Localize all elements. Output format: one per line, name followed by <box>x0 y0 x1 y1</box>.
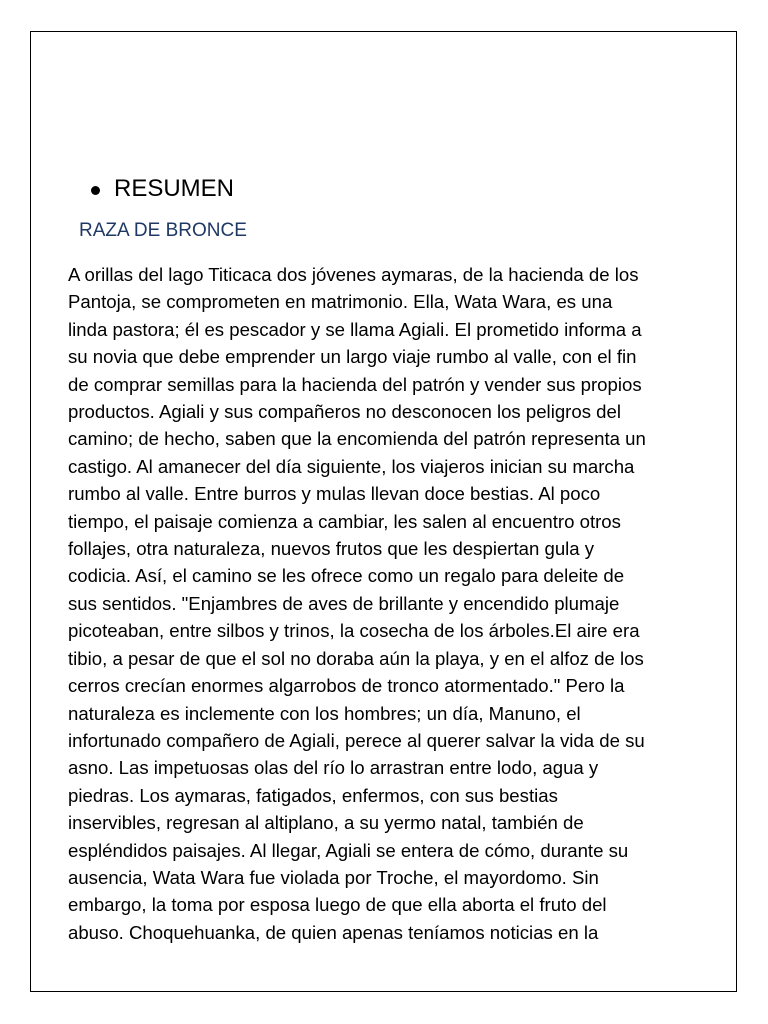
text-line: inservibles, regresan al altiplano, a su yermo natal, también de <box>68 812 584 834</box>
text-line: ausencia, Wata Wara fue violada por Troche, el mayordomo. Sin <box>68 866 599 888</box>
bullet-list-item <box>91 172 234 206</box>
document-subtitle: RAZA DE BRONCE <box>79 220 247 241</box>
section-heading: RESUMEN <box>114 175 235 202</box>
text-line: cerros crecían enormes algarrobos de tronco atormentado." Pero la <box>68 675 625 697</box>
text-line: infortunado compañero de Agiali, perece al querer salvar la vida de su <box>68 729 645 751</box>
text-line: asno. Las impetuosas olas del río lo arrastran entre lodo, agua y <box>68 757 599 779</box>
text-line: piedras. Los aymaras, fatigados, enfermos, con sus bestias <box>68 784 558 806</box>
text-line: A orillas del lago Titicaca dos jóvenes aymaras, de la hacienda de los <box>68 264 639 285</box>
text-line: tiempo, el paisaje comienza a cambiar, les salen al encuentro otros <box>68 510 621 532</box>
text-line: linda pastora; él es pescador y se llama Agiali. El prometido informa a <box>68 318 642 340</box>
text-line: abuso. Choquehuanka, de quien apenas teníamos noticias en la <box>68 921 599 943</box>
text-line: productos. Agiali y sus compañeros no desconocen los peligros del <box>68 401 621 423</box>
text-line: rumbo al valle. Entre burros y mulas llevan doce bestias. Al poco <box>68 483 601 505</box>
text-line: embargo, la toma por esposa luego de que ella aborta el fruto del <box>68 894 607 916</box>
text-line: su novia que debe emprender un largo viaje rumbo al valle, con el fin <box>68 346 637 368</box>
text-line: de comprar semillas para la hacienda del patrón y vender sus propios <box>68 373 642 395</box>
text-line: naturaleza es inclemente con los hombres; un día, Manuno, el <box>68 702 581 724</box>
text-line: Pantoja, se comprometen en matrimonio. Ella, Wata Wara, es una <box>68 291 613 313</box>
bullet-icon <box>91 186 100 195</box>
document-page <box>30 31 737 992</box>
text-line: camino; de hecho, saben que la encomienda del patrón representa un <box>68 428 646 450</box>
text-line: follajes, otra naturaleza, nuevos frutos que les despiertan gula y <box>68 538 595 560</box>
text-line: codicia. Así, el camino se les ofrece como un regalo para deleite de <box>68 565 625 587</box>
body-paragraph <box>68 261 718 946</box>
text-line: espléndidos paisajes. Al llegar, Agiali se entera de cómo, durante su <box>68 839 629 861</box>
text-line: tibio, a pesar de que el sol no doraba aún la playa, y en el alfoz de los <box>68 647 644 669</box>
text-line: castigo. Al amanecer del día siguiente, los viajeros inician su marcha <box>68 455 635 477</box>
text-line: picoteaban, entre silbos y trinos, la cosecha de los árboles.El aire era <box>68 620 640 642</box>
text-line: sus sentidos. "Enjambres de aves de brillante y encendido plumaje <box>68 592 620 614</box>
